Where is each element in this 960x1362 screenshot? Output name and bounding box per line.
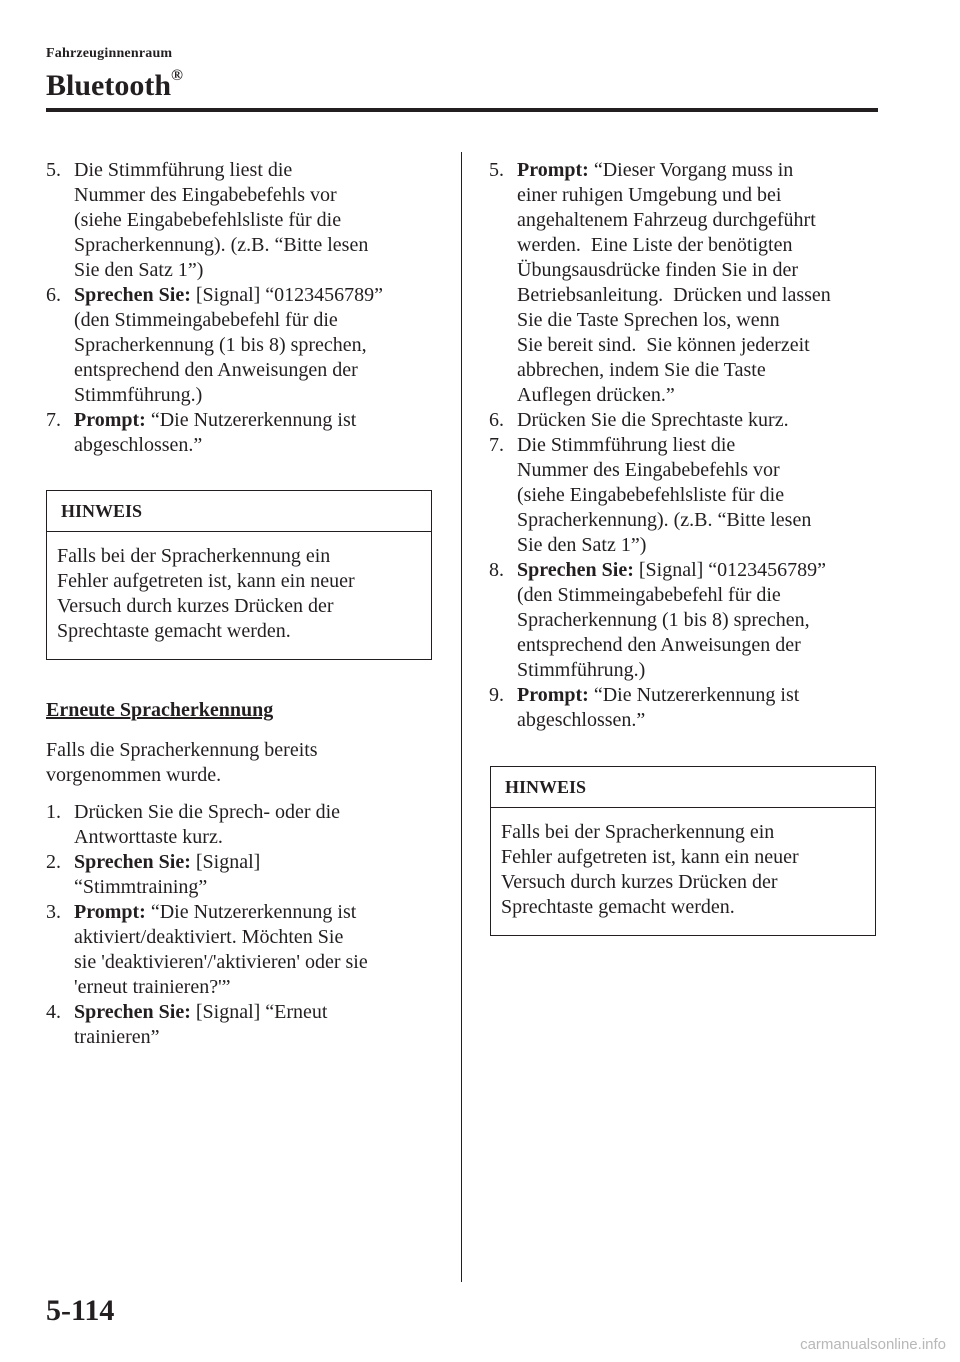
step-text: [Signal] “Erneut trainieren” bbox=[74, 1001, 328, 1048]
step-text: “Dieser Vorgang muss in einer ruhigen Umgebung und bei angehaltenem Fahrzeug durchgeführt werden. Eine Liste der benötigten Übungsausdrücke finden Sie in der Betriebsanleitung. Drücken und lassen Sie die Taste Sprechen los, wenn Sie bereit sind. Sie können jederzeit abbrechen, indem Sie die Taste Auflegen drücken.” bbox=[517, 159, 831, 406]
step-text: [Signal] “0123456789” (den Stimmeingabebefehl für die Spracherkennung (1 bis 8) sprechen, entsprechend den Anweisungen der Stimmführung.) bbox=[74, 284, 384, 406]
column-divider bbox=[461, 152, 462, 1282]
subsection-intro: Falls die Spracherkennung bereits vorgenommen wurde. bbox=[46, 739, 318, 786]
step-item bbox=[489, 558, 879, 683]
step-item bbox=[46, 800, 436, 850]
step-number: 6. bbox=[46, 284, 61, 306]
note-body: Falls bei der Spracherkennung ein Fehler aufgetreten ist, kann ein neuer Versuch durch kurzes Drücken der Sprechtaste gemacht werden. bbox=[501, 821, 799, 918]
step-text: “Die Nutzererkennung ist abgeschlossen.” bbox=[517, 684, 800, 731]
subsection-title: Erneute Spracherkennung bbox=[46, 699, 274, 721]
step-keyword: Sprechen Sie: bbox=[517, 559, 634, 581]
page-title bbox=[46, 62, 183, 104]
note-header: HINWEIS bbox=[47, 491, 431, 532]
step-item bbox=[46, 283, 436, 408]
left-steps-list bbox=[46, 158, 436, 458]
step-number: 4. bbox=[46, 1001, 61, 1023]
step-keyword: Sprechen Sie: bbox=[74, 284, 191, 306]
note-body: Falls bei der Spracherkennung ein Fehler aufgetreten ist, kann ein neuer Versuch durch kurzes Drücken der Sprechtaste gemacht werden. bbox=[57, 545, 355, 642]
step-text: [Signal] “0123456789” (den Stimmeingabebefehl für die Spracherkennung (1 bis 8) sprechen, entsprechend den Anweisungen der Stimmführung.) bbox=[517, 559, 827, 681]
note-box-2 bbox=[490, 766, 876, 936]
step-text: Die Stimmführung liest die Nummer des Eingabebefehls vor (siehe Eingabebefehlsliste für die Spracherkennung). (z.B. “Bitte lesen Sie den Satz 1”) bbox=[517, 434, 812, 556]
step-item bbox=[46, 158, 436, 283]
step-number: 5. bbox=[46, 159, 61, 181]
step-keyword: Sprechen Sie: bbox=[74, 851, 191, 873]
step-text: Die Stimmführung liest die Nummer des Eingabebefehls vor (siehe Eingabebefehlsliste für die Spracherkennung). (z.B. “Bitte lesen Sie den Satz 1”) bbox=[74, 159, 369, 281]
step-number: 6. bbox=[489, 409, 504, 431]
step-item bbox=[46, 850, 436, 900]
step-number: 5. bbox=[489, 159, 504, 181]
note-header: HINWEIS bbox=[491, 767, 875, 808]
page-number: 5-114 bbox=[46, 1294, 115, 1327]
step-number: 2. bbox=[46, 851, 61, 873]
right-steps-list bbox=[489, 158, 879, 733]
step-keyword: Prompt: bbox=[74, 409, 146, 431]
step-item bbox=[46, 408, 436, 458]
step-text: “Die Nutzererkennung ist aktiviert/deaktiviert. Möchten Sie sie 'deaktivieren'/'aktivieren' oder sie 'erneut trainieren?'” bbox=[74, 901, 368, 998]
watermark: carmanualsonline.info bbox=[800, 1336, 946, 1353]
step-number: 3. bbox=[46, 901, 61, 923]
step-item bbox=[489, 158, 879, 408]
page-title-text: Bluetooth bbox=[46, 69, 172, 102]
left-steps-list-2 bbox=[46, 800, 436, 1050]
step-number: 8. bbox=[489, 559, 504, 581]
step-number: 1. bbox=[46, 801, 61, 823]
step-number: 7. bbox=[46, 409, 61, 431]
step-text: [Signal] “Stimmtraining” bbox=[74, 851, 261, 898]
registered-mark: ® bbox=[171, 67, 183, 84]
header-rule bbox=[46, 108, 878, 112]
step-number: 7. bbox=[489, 434, 504, 456]
step-text: “Die Nutzererkennung ist abgeschlossen.” bbox=[74, 409, 357, 456]
step-keyword: Prompt: bbox=[517, 684, 589, 706]
step-item bbox=[489, 408, 879, 433]
section-label: Fahrzeuginnenraum bbox=[46, 46, 173, 61]
step-item bbox=[46, 900, 436, 1000]
step-item bbox=[46, 1000, 436, 1050]
step-keyword: Prompt: bbox=[517, 159, 589, 181]
step-item bbox=[489, 683, 879, 733]
step-text: Drücken Sie die Sprech- oder die Antworttaste kurz. bbox=[74, 801, 341, 848]
step-number: 9. bbox=[489, 684, 504, 706]
step-keyword: Prompt: bbox=[74, 901, 146, 923]
step-item bbox=[489, 433, 879, 558]
note-box bbox=[46, 490, 432, 660]
step-text: Drücken Sie die Sprechtaste kurz. bbox=[517, 409, 789, 431]
step-keyword: Sprechen Sie: bbox=[74, 1001, 191, 1023]
